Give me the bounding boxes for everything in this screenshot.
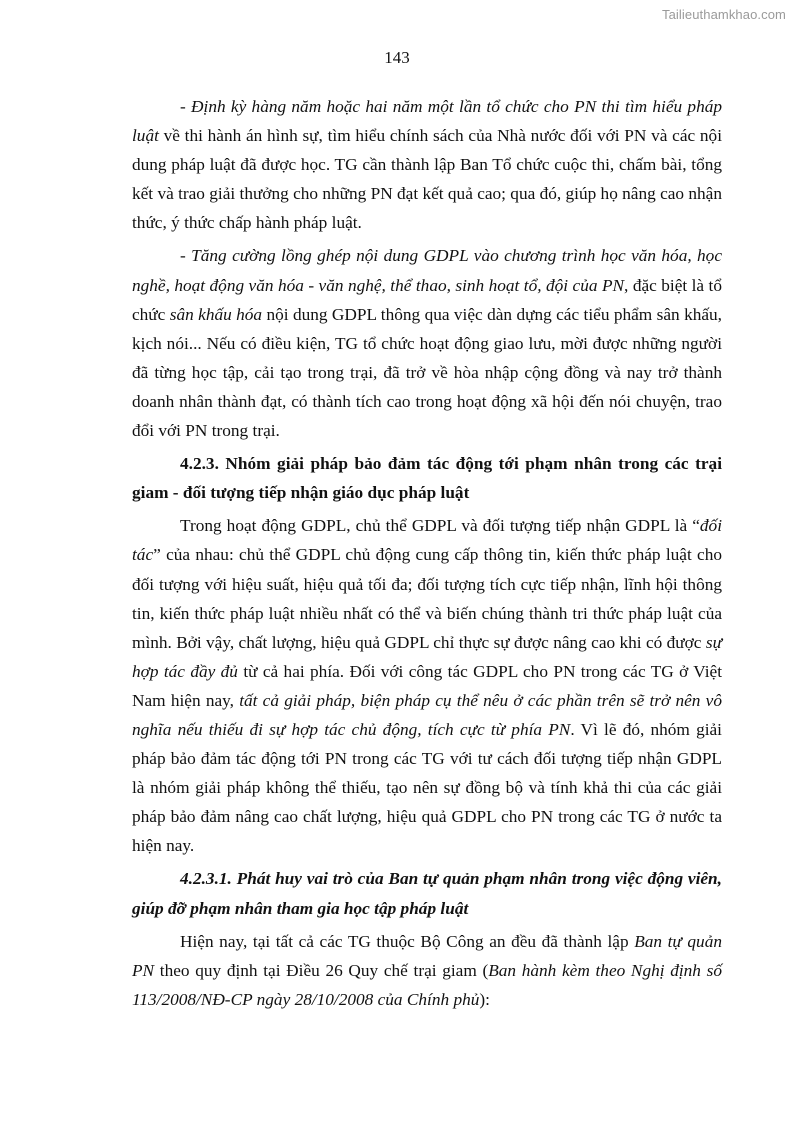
text-segment: về thi hành án hình sự, tìm hiểu chính sách của Nhà nước đối với PN và các nội dung pháp luật đã được học. TG cần thành lập Ban Tổ chức cuộc thi, chấm bài, tổng kết và trao giải thưởng cho những PN đạt kết quả cao; qua đó, giúp họ nâng cao nhận thức, ý thức chấp hành pháp luật. [132,126,722,233]
text-segment: . Vì lẽ đó, nhóm giải pháp bảo đảm tác động tới PN trong các TG với tư cách đối tượng tiếp nhận GDPL là nhóm giải pháp không thể thiếu, tạo nên sự đồng bộ và tính khả thi của các giải pháp bảo đảm nâng cao chất lượng, hiệu quả GDPL cho PN trong các TG ở nước ta hiện nay. [132,719,722,856]
text-segment: theo quy định tại Điều 26 Quy chế trại giam ( [154,960,489,980]
paragraph-law-quiz [132,92,722,237]
watermark: Tailieuthamkhao.com [661,7,786,22]
text-segment: nội dung GDPL thông qua việc dàn dựng các tiểu phẩm sân khấu, kịch nói... Nếu có điều kiện, TG tổ chức hoạt động giao lưu, mời được những người đã từng học tập, cải tạo trong trại, đã trở về hòa nhập cộng đồng và nay trở thành doanh nhân thành đạt, có thành tích cao trong hoạt động xã hội đến nói chuyện, trao đổi với PN trong trại. [132,304,722,441]
italic-text-segment: Ban tự quản PN [132,931,722,980]
document-body [132,92,722,1014]
text-segment: Trong hoạt động GDPL, chủ thể GDPL và đối tượng tiếp nhận GDPL là “ [180,516,700,536]
italic-text-segment: Ban hành kèm theo Nghị định số 113/2008/NĐ-CP ngày 28/10/2008 của Chính phủ [132,960,723,1009]
italic-text-segment: đối tác [132,516,722,565]
italic-text-segment: sự hợp tác đầy đủ [132,632,722,681]
italic-text-segment: - Tăng cường lồng ghép nội dung GDPL vào chương trình học văn hóa, học nghề, hoạt động văn hóa - văn nghệ, thể thao, sinh hoạt tổ, đội của PN [132,246,722,295]
text-segment: từ cả hai phía. Đối với công tác GDPL cho PN trong các TG ở Việt Nam hiện nay, [132,661,722,710]
subsection-heading-4-2-3-1 [132,864,722,922]
text-segment: 4.2.3. Nhóm giải pháp bảo đảm tác động tới phạm nhân trong các trại giam - đối tượng tiếp nhận giáo dục pháp luật [132,454,722,503]
paragraph-integration [132,241,722,445]
italic-text-segment: - Định kỳ hàng năm hoặc hai năm một lần tổ chức cho PN thi tìm hiểu pháp luật [132,97,722,146]
text-segment: Hiện nay, tại tất cả các TG thuộc Bộ Công an đều đã thành lập [180,931,635,951]
text-segment: ): [479,989,490,1009]
text-segment: , đặc biệt là tổ chức [132,275,722,324]
paragraph-partnership [132,511,722,860]
text-segment: ” của nhau: chủ thể GDPL chủ động cung cấp thông tin, kiến thức pháp luật cho đối tượng với hiệu suất, hiệu quả tối đa; đối tượng tích cực tiếp nhận, lĩnh hội thông tin, kiến thức pháp luật nhiều nhất có thể và biến chúng thành tri thức pháp luật của mình. Bởi vậy, chất lượng, hiệu quả GDPL chỉ thực sự được nâng cao khi có được [132,545,722,652]
text-segment: 4.2.3.1. Phát huy vai trò của Ban tự quản phạm nhân trong việc động viên, giúp đỡ phạm nhân tham gia học tập pháp luật [132,869,722,918]
italic-text-segment: sân khấu hóa [169,304,263,324]
paragraph-self-management [132,927,722,1014]
section-heading-4-2-3 [132,449,722,507]
italic-text-segment: tất cả giải pháp, biện pháp cụ thể nêu ở các phần trên sẽ trở nên vô nghĩa nếu thiếu đi sự hợp tác chủ động, tích cực từ phía PN [132,690,722,739]
page-number: 143 [384,48,410,67]
